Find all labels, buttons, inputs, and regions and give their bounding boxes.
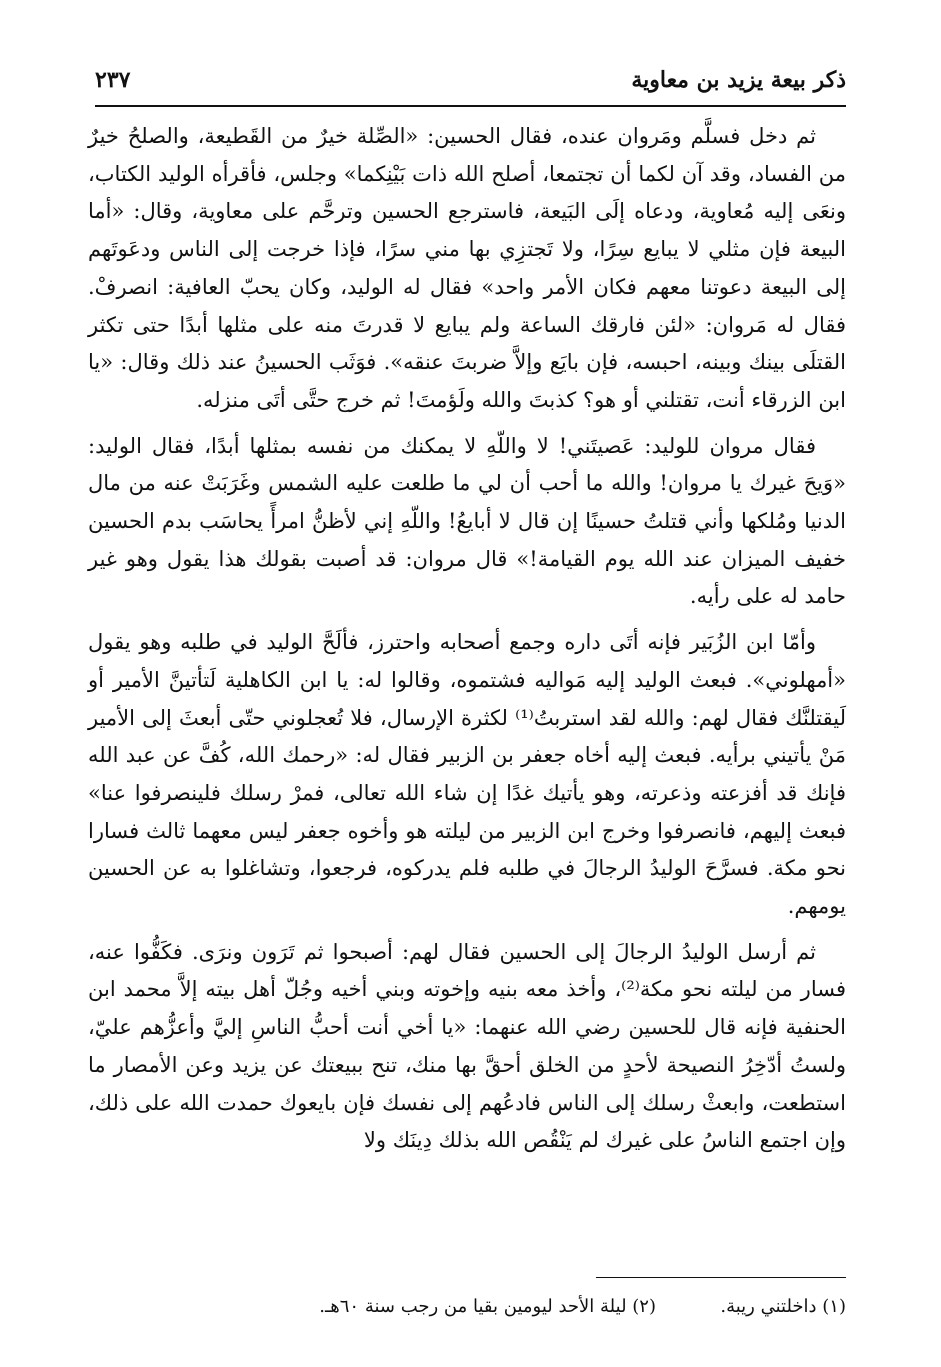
running-title: ذكر بيعة يزيد بن معاوية <box>631 67 846 93</box>
footnote-1: (١) داخلتني ريبة. <box>720 1296 846 1317</box>
paragraph: ثم أرسل الوليدُ الرجالَ إلى الحسين فقال لهم: أصبحوا ثم تَرَون ونرَى. فكَفُّوا عنه، فسار من ليلته نحو مكة⁽²⁾، وأخذ معه بنيه وإخوته وبني أخيه وجُلّ أهل بيته إلاَّ محمد ابن الحنفية فإنه قال للحسين رضي الله عنهما: «يا أخي أنت أحبُّ الناسِ إليَّ وأعزُّهم عليّ، ولستُ أدّخِرُ النصيحة لأحدٍ من الخلق أحقَّ بها منك، تنح ببيعتك عن يزيد وعن الأمصار ما استطعت، وابعثْ رسلك إلى الناس فادعُهم إلى نفسك فإن بايعوك حمدت الله على ذلك، وإن اجتمع الناسُ على غيرك لم يَنْقُص الله بذلك دِينَك ولا <box>88 939 846 1153</box>
footnote-2: (٢) ليلة الأحد ليومين بقيا من رجب سنة ٦٠هـ. <box>319 1296 656 1317</box>
paragraph: ثم دخل فسلَّم ومَروان عنده، فقال الحسين: «الصِّلة خيرٌ من القَطيعة، والصلحُ خيرٌ من الفساد، وقد آن لكما أن تجتمعا، أصلح الله ذات بَيْنِكما» وجلس، فأقرأه الوليد الكتاب، ونعَى إليه مُعاوية، ودعاه إلَى البَيعة، فاسترجع الحسين وترحَّم على معاوية، وقال: «أما البيعة فإن مثلي لا يبايع سِرًا، ولا تَجتزِي بها مني سرًا، فإذا خرجت إلى الناس ودعَوتَهم إلى البيعة دعوتنا معهم فكان الأمر واحد» فقال له الوليد، وكان يحبّ العافية: انصرفْ. فقال له مَروان: «لئن فارقك الساعة ولم يبايع لا قدرتَ منه على مثلها أبدًا حتى تكثر القتلَى بينك وبينه، احبسه، فإن بايَع وإلاَّ ضربتَ عنقه». فوَثَب الحسينُ عند ذلك وقال: «يا ابن الزرقاء أنت، تقتلني أو هو؟ كذبتَ والله ولَؤمتَ! ثم خرج حتَّى أتَى منزله. <box>88 124 846 412</box>
page-header <box>95 55 846 107</box>
body-text <box>88 118 846 1168</box>
page-number: ٢٣٧ <box>95 67 131 93</box>
footnote-divider <box>596 1277 846 1278</box>
paragraph: فقال مروان للوليد: عَصيتَني! لا واللّهِ لا يمكنك من نفسه بمثلها أبدًا، فقال الوليد: «وَيحَ غيرك يا مروان! والله ما أحب أن لي ما طلعت عليه الشمس وغَرَبَتْ عنه من مال الدنيا ومُلكها وأني قتلتُ حسينًا إن قال لا أبايعُ! واللّهِ إني لأظنُّ امرأً يحاسَب بدم الحسين خفيف الميزان عند الله يوم القيامة!» قال مروان: قد أصبت بقولك هذا يقول وهو غير حامد له على رأيه. <box>88 433 846 609</box>
footnotes <box>88 1296 846 1326</box>
paragraph: وأمّا ابن الزُبَير فإنه أتَى داره وجمع أصحابه واحترز، فألَحَّ الوليد في طلبه وهو يقول «أمهلوني». فبعث الوليد إليه مَواليه فشتموه، وقالوا له: يا ابن الكاهلية لَتأتينَّ الأمير أو لَيقتلنَّك فقال لهم: والله لقد استربتُ⁽¹⁾ لكثرة الإرسال، فلا تُعجلوني حتّى أبعثَ إلى الأمير مَنْ يأتيني برأيه. فبعث إليه أخاه جعفر بن الزبير فقال له: «رحمك الله، كُفَّ عن عبد الله فإنك قد أفزعته وذعرته، وهو يأتيك غدًا إن شاء الله تعالى، فمرْ رسلك فلينصرفوا عنا» فبعث إليهم، فانصرفوا وخرج ابن الزبير من ليلته هو وأخوه جعفر ليس معهما ثالث فسارا نحو مكة. فسرَّحَ الوليدُ الرجالَ في طلبه فلم يدركوه، فرجعوا، وتشاغلوا به عن الحسين يومهم. <box>88 630 846 919</box>
